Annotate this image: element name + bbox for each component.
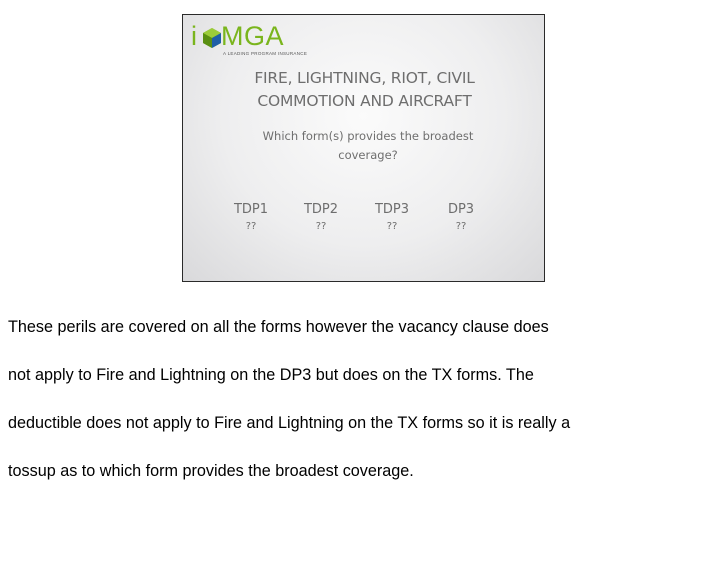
- form-value: ??: [455, 221, 467, 232]
- form-name: TDP2: [303, 202, 339, 217]
- form-value: ??: [386, 221, 398, 232]
- imga-logo: [191, 21, 321, 61]
- form-name: TDP1: [233, 202, 269, 217]
- form-option-tdp2: [291, 201, 351, 235]
- slide-question-line-2: coverage?: [338, 148, 398, 162]
- slide-notes: [8, 291, 726, 507]
- slide-question: [223, 127, 513, 165]
- form-value: ??: [245, 221, 257, 232]
- form-options: [183, 201, 545, 241]
- form-option-tdp3: [362, 201, 422, 235]
- form-name: TDP3: [374, 202, 410, 217]
- slide-title: [183, 67, 545, 113]
- form-name: DP3: [447, 202, 475, 217]
- notes-line-2: not apply to Fire and Lightning on the DP3 but does on the TX forms. The: [8, 366, 534, 384]
- notes-line-3: deductible does not apply to Fire and Lightning on the TX forms so it is really a: [8, 414, 571, 432]
- logo-cube-icon: [201, 27, 223, 49]
- logo-tagline: A LEADING PROGRAM INSURANCE: [223, 51, 308, 56]
- notes-line-1: These perils are covered on all the forms however the vacancy clause does: [8, 318, 549, 336]
- slide-title-line-2: COMMOTION AND AIRCRAFT: [257, 92, 472, 110]
- slide-title-line-1: FIRE, LIGHTNING, RIOT, CIVIL: [254, 69, 475, 87]
- form-option-dp3: [431, 201, 491, 235]
- form-option-tdp1: [221, 201, 281, 235]
- form-value: ??: [315, 221, 327, 232]
- logo-name: MGA: [221, 21, 285, 51]
- notes-line-4: tossup as to which form provides the broadest coverage.: [8, 462, 414, 480]
- slide-question-line-1: Which form(s) provides the broadest: [262, 129, 474, 143]
- logo-prefix: i: [191, 21, 197, 51]
- slide-thumbnail: [182, 14, 545, 282]
